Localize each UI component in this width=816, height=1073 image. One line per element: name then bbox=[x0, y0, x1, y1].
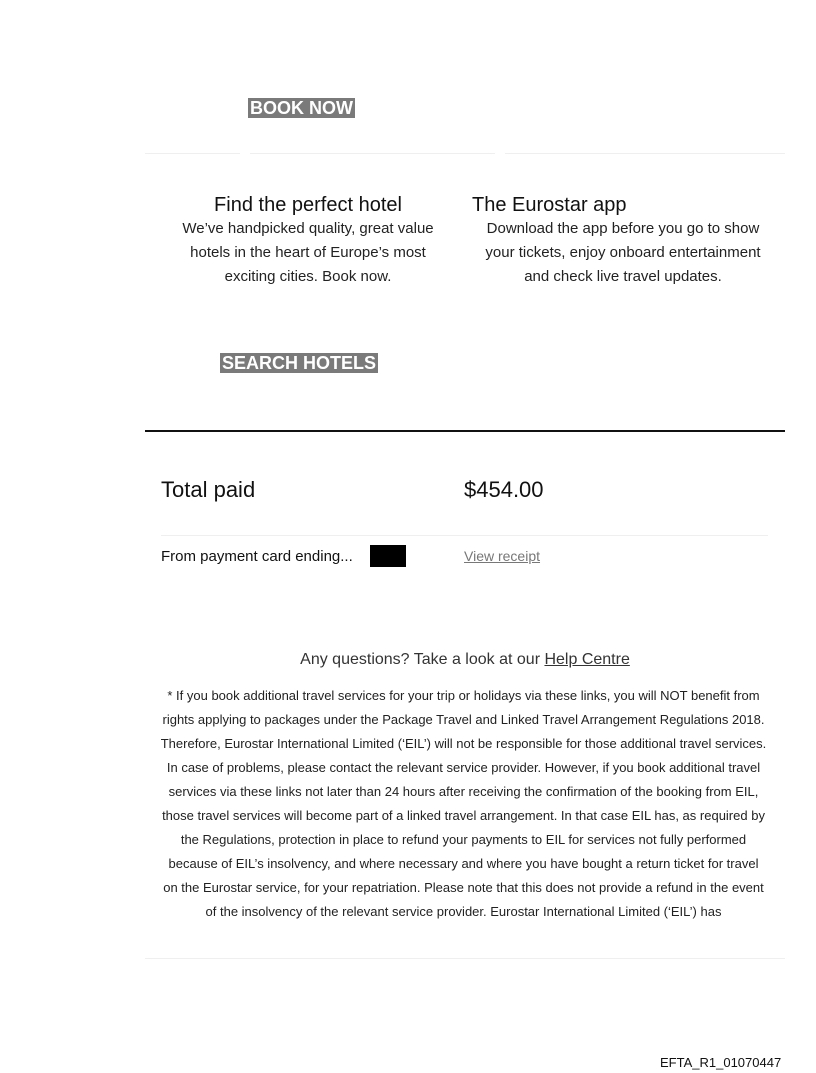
document-id: EFTA_R1_01070447 bbox=[660, 1055, 782, 1070]
help-prompt-text: Any questions? Take a look at our bbox=[300, 651, 545, 668]
hotel-promo-line: hotels in the heart of Europe’s most bbox=[190, 244, 426, 261]
hotel-promo-line: We’ve handpicked quality, great value bbox=[182, 220, 434, 237]
section-divider bbox=[145, 430, 785, 432]
divider bbox=[161, 535, 768, 536]
total-paid-label: Total paid bbox=[161, 477, 256, 502]
divider bbox=[145, 153, 240, 154]
hotel-promo-title: Find the perfect hotel bbox=[214, 194, 402, 216]
view-receipt-link[interactable]: View receipt bbox=[464, 548, 541, 564]
app-promo-title: The Eurostar app bbox=[472, 194, 627, 216]
disclaimer-text: * If you book additional travel services for your trip or holidays via these links, you will NOT benefit from rights applying to packages under the Package Travel and Linked Travel Arrangement Regulations 2018. Therefore, Eurostar International Limited (‘EIL’) will not be responsible for those additional travel services. In case of problems, please contact the relevant service provider. However, if you book additional travel services via these links not later than 24 hours after receiving the confirmation of the booking from EIL, those travel services will become part of a linked travel arrangement. In that case EIL has, as required by the Regulations, protection in place to refund your payments to EIL for services not fully performed because of EIL’s insolvency, and where necessary and where you have bought a return ticket for travel on the Eurostar service, for your repatriation. Please note that this does not provide a refund in the event of the insolvency of the relevant service provider. Eurostar International Limited (‘EIL’) has bbox=[160, 688, 767, 919]
payment-card-label: From payment card ending... bbox=[161, 548, 353, 565]
hotel-promo bbox=[160, 193, 456, 289]
app-promo-line: Download the app before you go to show bbox=[486, 220, 760, 237]
book-now-button[interactable]: BOOK NOW bbox=[250, 98, 353, 118]
hotel-promo-line: exciting cities. Book now. bbox=[224, 268, 392, 285]
app-promo-line: your tickets, enjoy onboard entertainment bbox=[485, 244, 761, 261]
app-promo bbox=[466, 193, 780, 289]
help-centre-link[interactable]: Help Centre bbox=[544, 651, 630, 668]
divider bbox=[250, 153, 495, 154]
search-hotels-button[interactable]: SEARCH HOTELS bbox=[222, 353, 377, 373]
divider bbox=[505, 153, 785, 154]
app-promo-line: and check live travel updates. bbox=[524, 268, 722, 285]
help-prompt bbox=[145, 651, 785, 669]
redaction-box bbox=[370, 545, 406, 567]
divider bbox=[145, 958, 785, 959]
total-paid-value: $454.00 bbox=[464, 477, 544, 502]
